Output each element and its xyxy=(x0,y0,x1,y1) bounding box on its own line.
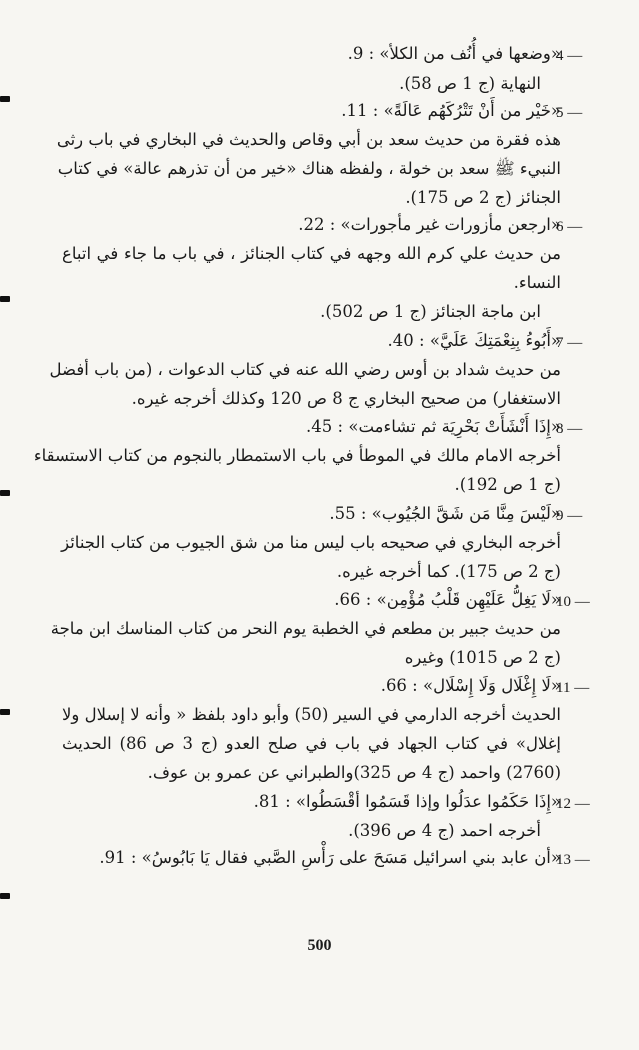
scan-mark xyxy=(0,296,10,302)
commentary-line: (ج 2 ص 175). كما أخرجه غيره. xyxy=(336,562,561,581)
scan-mark xyxy=(0,490,10,496)
reference-line: النهاية (ج 1 ص 58). xyxy=(399,74,541,93)
reference-line: ابن ماجة الجنائز (ج 1 ص 502). xyxy=(320,302,541,321)
hadith-heading: «خَيْر من أَنْ تَتْرُكَهُم عَالَةً» : 11. xyxy=(341,101,561,120)
commentary-line: من حديث شداد بن أوس رضي الله عنه في كتاب الدعوات ، (من باب أفضل xyxy=(49,360,561,379)
commentary-line: الجنائز (ج 2 ص 175). xyxy=(405,188,561,207)
entry-number: 6 — xyxy=(556,219,583,235)
commentary-line: أخرجه الامام مالك في الموطأ في باب الاستمطار بالنجوم من كتاب الاستسقاء xyxy=(33,446,561,465)
commentary-line: النبيء ﷺ سعد بن خولة ، ولفظه هناك «خير من أن تذرهم عالة» في كتاب xyxy=(57,159,561,178)
commentary-line: الاستغفار) من صحيح البخاري ج 8 ص 120 وكذلك أخرجه غيره. xyxy=(131,389,561,408)
entry-number: 11 — xyxy=(556,680,590,696)
commentary-line: (ج 2 ص 1015) وغيره xyxy=(404,648,561,667)
entry-number: 4 — xyxy=(556,48,583,64)
commentary-line: النساء. xyxy=(513,273,561,292)
page-number: 500 xyxy=(307,937,332,954)
hadith-heading: «وضعها في أُنُف من الكلأ» : 9. xyxy=(347,44,561,63)
commentary-line: (2760) واحمد (ج 4 ص 325)والطبراني عن عمرو بن عوف. xyxy=(147,763,561,782)
entry-number: 10 — xyxy=(556,594,590,610)
entry-number: 9 — xyxy=(556,508,583,524)
hadith-heading: «إِذَا حَكَمُوا عدَلُوا وإذا قَسَمُوا أقْسَطُوا» : 81. xyxy=(253,792,561,811)
commentary-line: هذه فقرة من حديث سعد بن أبي وقاص والحديث في البخاري في باب رثى xyxy=(56,130,561,149)
commentary-line: إغلال» في كتاب الجهاد في باب في صلح العدو (ج 3 ص 86) الحديث xyxy=(62,734,561,753)
scan-mark xyxy=(0,96,10,102)
entry-number: 13 — xyxy=(556,852,590,868)
commentary-line: من حديث جبير بن مطعم في الخطبة يوم النحر من كتاب المناسك ابن ماجة xyxy=(50,619,561,638)
hadith-heading: «أن عابد بني اسرائيل مَسَحَ على رَأْسِ الصَّبي فقال يَا بَابُوسُ» : 91. xyxy=(99,848,561,867)
commentary-line: من حديث علي كرم الله وجهه في كتاب الجنائز ، في باب ما جاء في اتباع xyxy=(62,244,561,263)
commentary-line: (ج 1 ص 192). xyxy=(454,475,561,494)
commentary-line: أخرجه البخاري في صحيحه باب ليس منا من شق الجيوب من كتاب الجنائز xyxy=(61,533,561,552)
scan-mark xyxy=(0,893,10,899)
hadith-heading: «لَيْسَ مِنَّا مَن شَقَّ الجُيُوب» : 55. xyxy=(329,504,561,523)
entry-number: 5 — xyxy=(556,105,583,121)
reference-line: أخرجه احمد (ج 4 ص 396). xyxy=(348,821,541,840)
scan-mark xyxy=(0,709,10,715)
hadith-heading: «ارجعن مأزورات غير مأجورات» : 22. xyxy=(298,215,561,234)
hadith-heading: «أَبُوءُ بِنِعْمَتِكَ عَلَيَّ» : 40. xyxy=(387,331,561,350)
hadith-heading: «لَا إِغْلَال وَلَا إِسْلَال» : 66. xyxy=(380,676,561,695)
hadith-heading: «لَا يَغِلُّ عَلَيْهِن قَلْبُ مُؤْمِن» : 66. xyxy=(334,590,561,609)
entry-number: 12 — xyxy=(556,796,590,812)
entry-number: 7 — xyxy=(556,335,583,351)
hadith-heading: «إِذَا أَنْشَأَتْ بَحْرِيَة ثم تشاءمت» : 45. xyxy=(306,417,561,436)
entry-number: 8 — xyxy=(556,421,583,437)
commentary-line: الحديث أخرجه الدارمي في السير (50) وأبو داود بلفظ « وأنه لا إسلال ولا xyxy=(62,705,561,724)
